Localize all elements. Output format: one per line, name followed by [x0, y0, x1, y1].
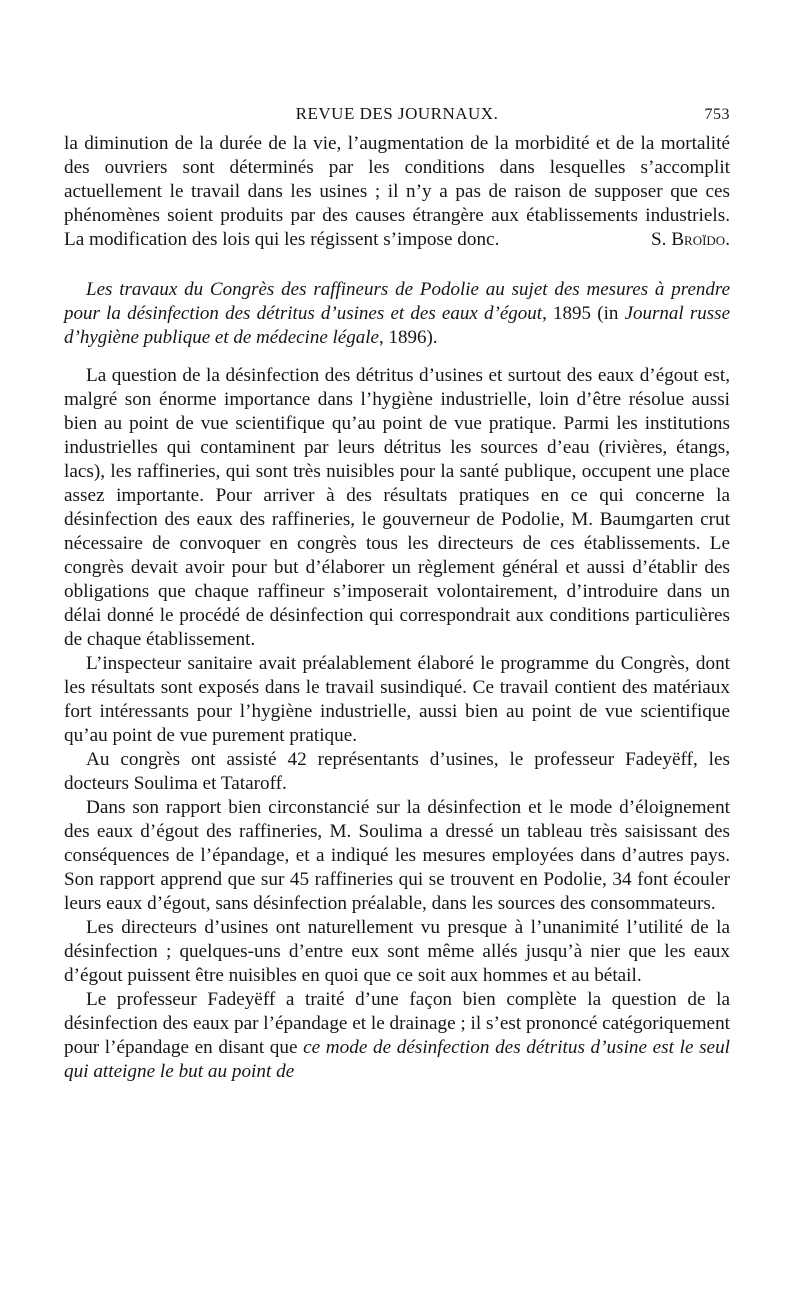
- paragraph-6: Les directeurs d’usines ont naturellement vu presque à l’unanimité l’utilité de la désinfection ; quelques-uns d’entre eux sont même allés jusqu’à nier que les eaux d’égout puissent être nuisibles en quoi que ce soit aux hommes et au bétail.: [64, 917, 730, 986]
- document-page: [64, 100, 730, 1084]
- citation-year: , 1895 (in: [542, 303, 625, 324]
- paragraph-continuation: [64, 132, 730, 252]
- paragraph-7-italic: ce mode de désinfection des détritus d’usine est le seul qui atteigne le but au point de: [64, 1037, 730, 1082]
- paragraph-2: La question de la désinfection des détritus d’usines et surtout des eaux d’égout est, malgré son énorme importance dans l’hygiène industrielle, loin d’être résolue aussi bien au point de vue scientifique qu’au point de vue pratique. Parmi les institutions industrielles qui contaminent par leurs détritus les sources d’eau (rivières, étangs, lacs), les raffineries, qui sont très nuisibles pour la santé publique, occupent une place assez importante. Pour arriver à des résultats pratiques en ce qui concerne la désinfection des eaux des raffineries, le gouverneur de Podolie, M. Baumgarten crut nécessaire de convoquer en congrès tous les directeurs de ces établissements. Le congrès devait avoir pour but d’élaborer un règlement général et aussi d’établir des obligations que chaque raffineur s’imposerait volontairement, d’introduire dans un délai donné le procédé de désinfection qui correspondrait aux conditions particulières de chaque établissement.: [64, 365, 730, 650]
- paragraph-5: Dans son rapport bien circonstancié sur la désinfection et le mode d’éloignement des eaux d’égout des raffineries, M. Soulima a dressé un tableau très saisissant des conséquences de l’épandage, et a indiqué les mesures employées dans d’autres pays. Son rapport apprend que sur 45 raffineries qui se trouvent en Podolie, 34 font écouler leurs eaux d’égout, sans désinfection préalable, dans les sources des consommateurs.: [64, 797, 730, 914]
- page-number: 753: [704, 106, 730, 123]
- paragraph-4: Au congrès ont assisté 42 représentants d’usines, le professeur Fadeyëff, les docteurs Soulima et Tataroff.: [64, 749, 730, 794]
- section-gap: [64, 252, 730, 278]
- paragraph-3: L’inspecteur sanitaire avait préalablement élaboré le programme du Congrès, dont les résultats sont exposés dans le travail susindiqué. Ce travail contient des matériaux fort intéressants pour l’hygiène industrielle, aussi bien au point de vue scientifique qu’au point de vue purement pratique.: [64, 653, 730, 746]
- article-citation: [64, 278, 730, 350]
- citation-journal: Journal russe d’hygiène publique et de médecine légale: [64, 303, 730, 348]
- running-title: REVUE DES JOURNAUX.: [295, 104, 499, 123]
- page-header: [64, 100, 730, 130]
- citation-title: Les travaux du Congrès des raffineurs de Podolie au sujet des mesures à prendre pour la désinfection des détritus d’usines et des eaux d’égout: [64, 279, 730, 324]
- author-signature: S. Broïdo.: [650, 229, 730, 250]
- paragraph-text: la diminution de la durée de la vie, l’augmentation de la morbidité et de la mortalité des ouvriers sont déterminés par les conditions dans lesquelles s’accomplit actuellement le travail dans les usines ; il n’y a pas de raison de supposer que ces phénomènes soient produits par des causes étrangère aux établissements industriels. La modification des lois qui les régissent s’impose donc.: [64, 133, 730, 250]
- citation-end: , 1896).: [378, 327, 438, 348]
- paragraph-7: [64, 988, 730, 1084]
- paragraph-7-text: Le professeur Fadeyëff a traité d’une façon bien complète la question de la désinfection des eaux par l’épandage et le drainage ; il s’est prononcé catégoriquement pour l’épandage en disant que: [64, 989, 730, 1058]
